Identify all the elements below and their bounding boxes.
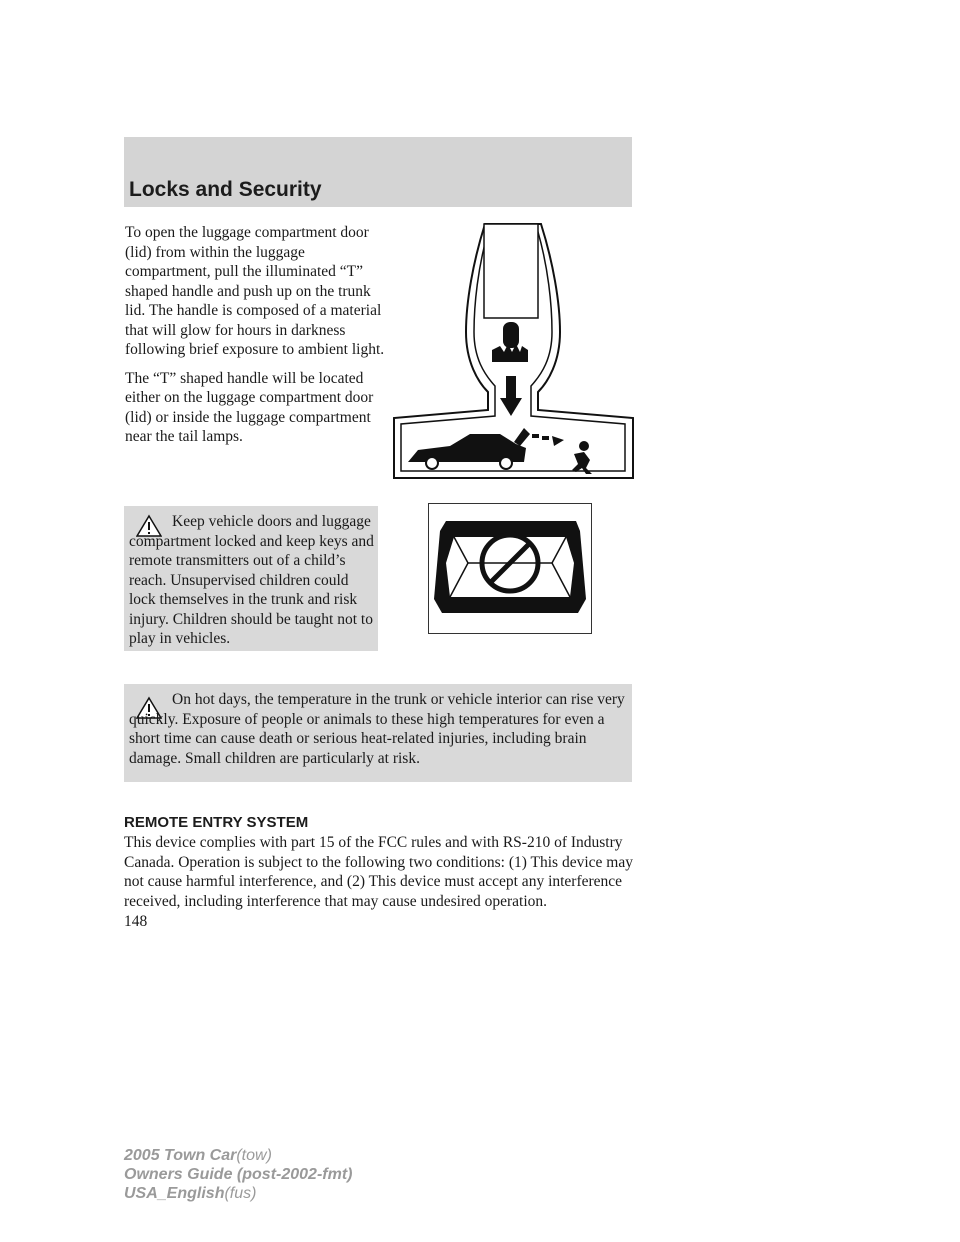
footer-line-2: Owners Guide (post-2002-fmt): [124, 1166, 353, 1183]
warning-text: On hot days, the temperature in the trunk or vehicle interior can rise very quickly. Exposure of people or animals to these high temperatures for even a short time can cause death or serious heat-related injuries, including brain damage. Small children are particularly at risk.: [129, 691, 625, 767]
warning-box-heat: [124, 684, 632, 782]
section-body: This device complies with part 15 of the FCC rules and with RS-210 of Industry Canada. Operation is subject to the following two conditions: (1) This device may not cause harmful interference, and (2) This device must accept any interference received, including interference that may cause undesired operation.: [124, 834, 633, 910]
intro-text: [125, 223, 387, 456]
trunk-release-handle-icon: [388, 222, 638, 482]
no-children-in-trunk-icon: [428, 503, 592, 634]
footer-line-3: USA_English(fus): [124, 1185, 257, 1202]
section-title: REMOTE ENTRY SYSTEM: [124, 814, 309, 831]
document-footer: [124, 1146, 352, 1203]
page-number: 148: [124, 913, 148, 930]
footer-line-1: 2005 Town Car(tow): [124, 1147, 272, 1164]
warning-box-children: [124, 506, 378, 651]
intro-paragraph-2: The “T” shaped handle will be located either on the luggage compartment door (lid) or inside the luggage compartment near the tail lamps.: [125, 369, 374, 445]
warning-text: Keep vehicle doors and luggage compartment locked and keep keys and remote transmitters out of a child’s reach. Unsupervised children could lock themselves in the trunk and risk injury. Children should be taught not to play in vehicles.: [129, 513, 374, 647]
intro-paragraph-1: To open the luggage compartment door (lid) from within the luggage compartment, pull the illuminated “T” shaped handle and push up on the trunk lid. The handle is composed of a material that will glow for hours in darkness following brief exposure to ambient light.: [125, 224, 385, 358]
page-title: Locks and Security: [129, 178, 322, 201]
